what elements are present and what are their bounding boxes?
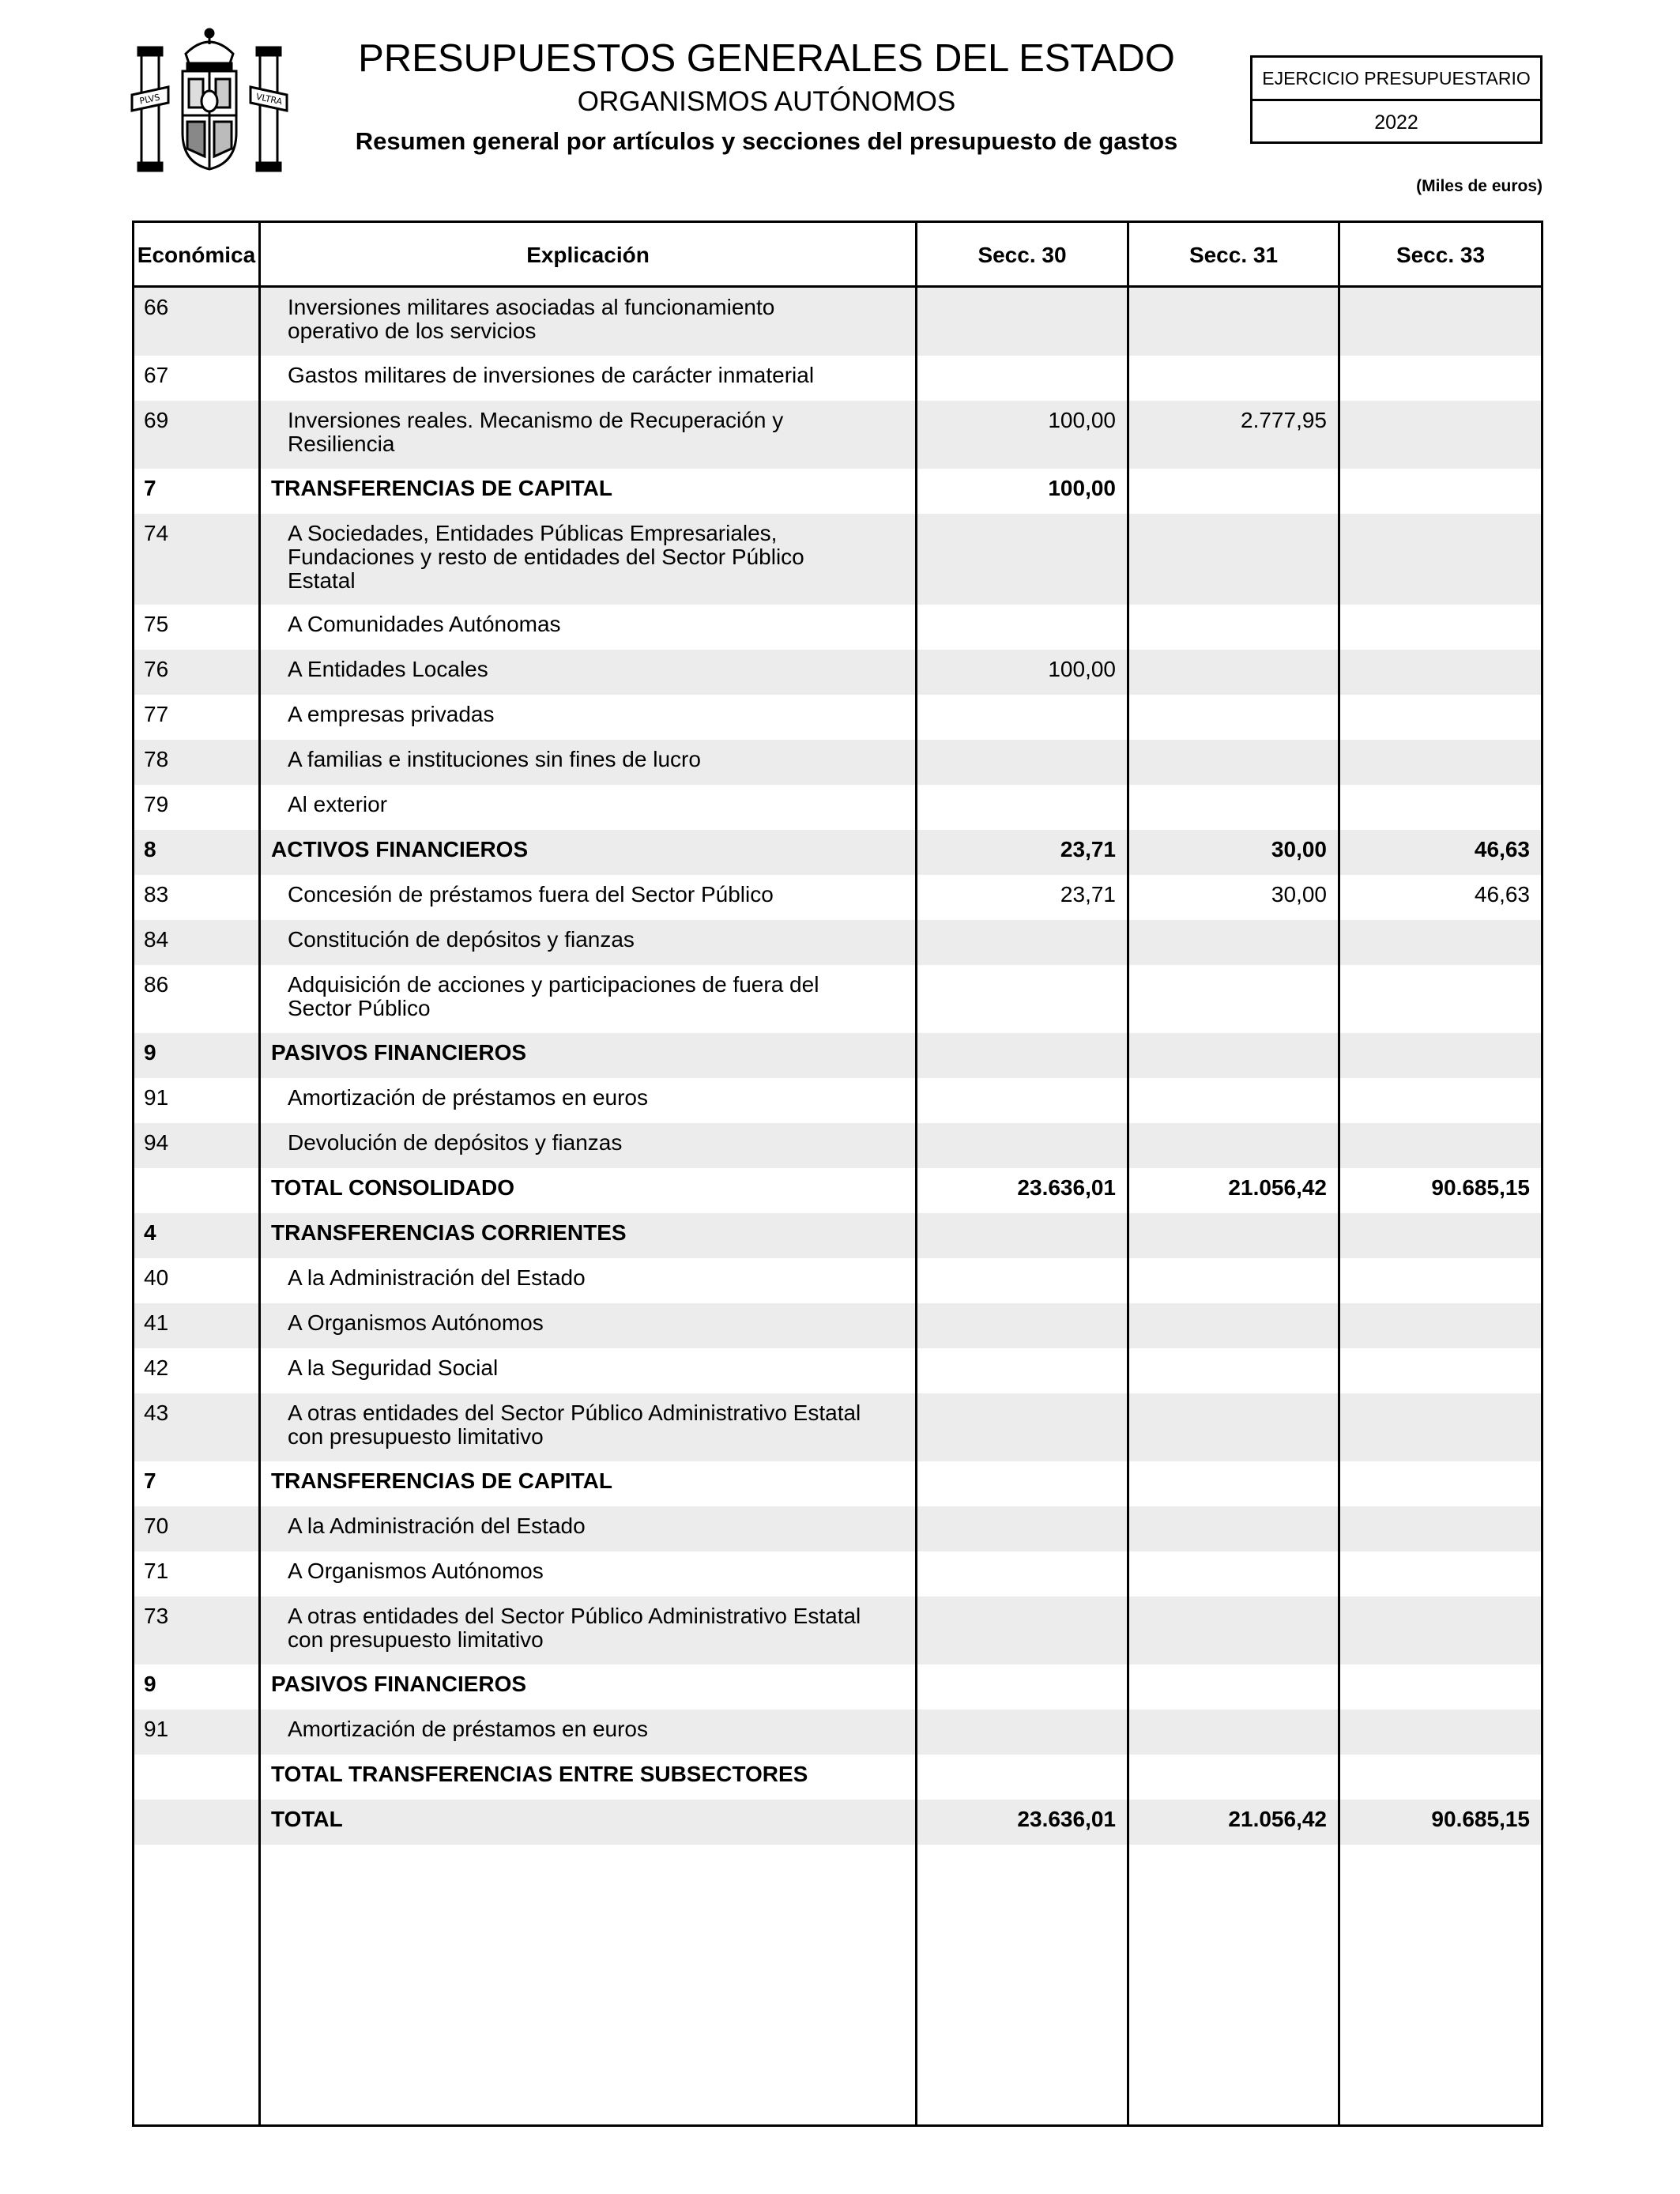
secc-31-cell: 30,00 xyxy=(1271,882,1327,907)
table-row xyxy=(134,875,1541,920)
economic-code-cell: 73 xyxy=(144,1604,169,1628)
column-divider xyxy=(1127,223,1129,2124)
table-row xyxy=(134,650,1541,695)
secc-31-cell: 2.777,95 xyxy=(1241,408,1327,432)
secc-30-cell xyxy=(917,1664,1127,1672)
secc-33-cell xyxy=(1340,469,1541,477)
table-row xyxy=(134,1596,1541,1664)
economic-code-cell: 83 xyxy=(144,882,169,907)
explanation-cell: A otras entidades del Sector Público Administrativo Estatal con presupuesto limitativo xyxy=(288,1400,861,1449)
economic-code-cell: 42 xyxy=(144,1355,169,1380)
secc-33-cell xyxy=(1340,1596,1541,1604)
economic-code-cell: 9 xyxy=(144,1040,156,1065)
table-row xyxy=(134,1168,1541,1213)
explanation-cell: PASIVOS FINANCIEROS xyxy=(271,1040,527,1065)
secc-30-cell xyxy=(917,1078,1127,1086)
secc-33-cell xyxy=(1340,1393,1541,1401)
secc-30-cell xyxy=(917,356,1127,364)
secc-31-cell xyxy=(1129,1755,1338,1762)
secc-31-cell xyxy=(1129,356,1338,364)
economic-code-cell: 94 xyxy=(144,1130,169,1155)
secc-33-cell xyxy=(1340,1551,1541,1559)
explanation-cell: A la Seguridad Social xyxy=(288,1355,499,1380)
explanation-cell: A la Administración del Estado xyxy=(288,1265,586,1290)
column-header-secc-33: Secc. 33 xyxy=(1396,243,1486,267)
economic-code-cell: 75 xyxy=(144,612,169,636)
table-row xyxy=(134,740,1541,785)
secc-33-cell xyxy=(1340,920,1541,928)
explanation-cell: Devolución de depósitos y fianzas xyxy=(288,1130,623,1155)
secc-33-cell xyxy=(1340,965,1541,973)
economic-code-cell: 77 xyxy=(144,702,169,726)
budget-year-box xyxy=(1250,55,1543,144)
economic-code-cell: 67 xyxy=(144,363,169,387)
economic-code-cell: 8 xyxy=(144,837,156,861)
secc-33-cell xyxy=(1340,1710,1541,1717)
economic-code-cell: 41 xyxy=(144,1310,169,1335)
explanation-cell: Amortización de préstamos en euros xyxy=(288,1085,648,1110)
secc-30-cell xyxy=(917,740,1127,748)
economic-code-cell: 69 xyxy=(144,408,169,432)
coat-of-arms-icon xyxy=(130,22,288,180)
secc-31-cell xyxy=(1129,1348,1338,1356)
secc-33-cell xyxy=(1340,1213,1541,1221)
secc-33-cell: 46,63 xyxy=(1474,882,1530,907)
secc-31-cell xyxy=(1129,740,1338,748)
secc-30-cell: 23.636,01 xyxy=(1017,1807,1116,1831)
svg-text:VLTRA: VLTRA xyxy=(254,91,284,107)
explanation-cell: A la Administración del Estado xyxy=(288,1514,586,1538)
secc-31-cell xyxy=(1129,1303,1338,1311)
explanation-cell: TOTAL TRANSFERENCIAS ENTRE SUBSECTORES xyxy=(271,1762,808,1786)
table-row xyxy=(134,1033,1541,1078)
secc-30-cell xyxy=(917,1213,1127,1221)
secc-30-cell xyxy=(917,965,1127,973)
secc-31-cell xyxy=(1129,514,1338,522)
explanation-cell: PASIVOS FINANCIEROS xyxy=(271,1672,527,1696)
table-row xyxy=(134,469,1541,514)
secc-31-cell xyxy=(1129,785,1338,793)
table-row xyxy=(134,1461,1541,1506)
page-subtitle: ORGANISMOS AUTÓNOMOS xyxy=(577,86,956,117)
economic-code-cell: 4 xyxy=(144,1220,156,1245)
secc-30-cell xyxy=(917,1551,1127,1559)
page-title: PRESUPUESTOS GENERALES DEL ESTADO xyxy=(358,37,1175,80)
economic-code-cell: 43 xyxy=(144,1400,169,1425)
secc-31-cell xyxy=(1129,605,1338,613)
table-row xyxy=(134,1213,1541,1258)
secc-30-cell xyxy=(917,1710,1127,1717)
secc-33-cell: 46,63 xyxy=(1474,837,1530,861)
secc-30-cell xyxy=(917,695,1127,703)
column-divider xyxy=(258,223,261,2124)
secc-30-cell xyxy=(917,920,1127,928)
budget-year-label: EJERCICIO PRESUPUESTARIO xyxy=(1252,58,1540,101)
explanation-cell: TOTAL CONSOLIDADO xyxy=(271,1175,514,1200)
budget-year-value: 2022 xyxy=(1374,111,1418,134)
secc-33-cell xyxy=(1340,1461,1541,1469)
economic-code-cell: 71 xyxy=(144,1559,169,1583)
secc-33-cell xyxy=(1340,514,1541,522)
secc-30-cell xyxy=(917,514,1127,522)
table-row xyxy=(134,920,1541,965)
explanation-cell: Al exterior xyxy=(288,792,388,816)
column-header-secc-31: Secc. 31 xyxy=(1188,243,1279,267)
table-body xyxy=(134,288,1541,1845)
economic-code-cell: 86 xyxy=(144,972,169,997)
secc-30-cell xyxy=(917,1506,1127,1514)
table-row xyxy=(134,1551,1541,1596)
secc-31-cell xyxy=(1129,695,1338,703)
secc-30-cell: 23,71 xyxy=(1060,882,1116,907)
secc-33-cell: 90.685,15 xyxy=(1431,1807,1530,1831)
secc-33-cell xyxy=(1340,605,1541,613)
table-header xyxy=(134,223,1541,288)
secc-30-cell xyxy=(917,1258,1127,1266)
table-row xyxy=(134,1393,1541,1461)
secc-33-cell xyxy=(1340,1033,1541,1041)
secc-31-cell xyxy=(1129,1033,1338,1041)
secc-33-cell xyxy=(1340,1755,1541,1762)
table-row xyxy=(134,288,1541,356)
explanation-cell: Amortización de préstamos en euros xyxy=(288,1717,648,1741)
secc-31-cell xyxy=(1129,469,1338,477)
economic-code-cell: 79 xyxy=(144,792,169,816)
secc-31-cell xyxy=(1129,1551,1338,1559)
secc-31-cell: 21.056,42 xyxy=(1228,1175,1327,1200)
budget-table xyxy=(132,221,1543,2127)
secc-33-cell xyxy=(1340,1664,1541,1672)
economic-code-cell: 91 xyxy=(144,1717,169,1741)
table-row xyxy=(134,830,1541,875)
table-row xyxy=(134,1800,1541,1845)
economic-code-cell: 66 xyxy=(144,295,169,319)
header-titles xyxy=(316,35,1217,158)
explanation-cell: A Entidades Locales xyxy=(288,657,488,681)
secc-30-cell: 23,71 xyxy=(1060,837,1116,861)
economic-code-cell: 40 xyxy=(144,1265,169,1290)
table-row xyxy=(134,1664,1541,1710)
economic-code-cell: 76 xyxy=(144,657,169,681)
secc-31-cell xyxy=(1129,1664,1338,1672)
secc-33-cell xyxy=(1340,401,1541,409)
column-divider xyxy=(915,223,917,2124)
secc-31-cell xyxy=(1129,1710,1338,1717)
svg-text:PLVS: PLVS xyxy=(138,92,161,107)
economic-code-cell: 7 xyxy=(144,476,156,500)
page-description: Resumen general por artículos y secciones del presupuesto de gastos xyxy=(355,127,1178,155)
secc-33-cell xyxy=(1340,356,1541,364)
table-row xyxy=(134,1303,1541,1348)
economic-code-cell xyxy=(134,1755,258,1762)
secc-33-cell xyxy=(1340,288,1541,296)
secc-30-cell xyxy=(917,1348,1127,1356)
secc-30-cell xyxy=(917,288,1127,296)
explanation-cell: A familias e instituciones sin fines de lucro xyxy=(288,747,701,771)
explanation-cell: Constitución de depósitos y fianzas xyxy=(288,927,635,952)
explanation-cell: TRANSFERENCIAS DE CAPITAL xyxy=(271,1468,612,1493)
table-row xyxy=(134,1258,1541,1303)
secc-30-cell: 100,00 xyxy=(1048,657,1116,681)
economic-code-cell: 7 xyxy=(144,1468,156,1493)
economic-code-cell: 78 xyxy=(144,747,169,771)
secc-30-cell: 100,00 xyxy=(1048,476,1116,500)
explanation-cell: Adquisición de acciones y participaciones de fuera del Sector Público xyxy=(288,972,819,1020)
secc-31-cell xyxy=(1129,1393,1338,1401)
secc-33-cell xyxy=(1340,740,1541,748)
secc-31-cell xyxy=(1129,1506,1338,1514)
explanation-cell: A Organismos Autónomos xyxy=(288,1559,544,1583)
secc-30-cell xyxy=(917,1033,1127,1041)
secc-31-cell xyxy=(1129,965,1338,973)
secc-30-cell xyxy=(917,1123,1127,1131)
economic-code-cell xyxy=(134,1800,258,1808)
secc-30-cell xyxy=(917,1303,1127,1311)
table-row xyxy=(134,605,1541,650)
secc-30-cell xyxy=(917,605,1127,613)
explanation-cell: A Comunidades Autónomas xyxy=(288,612,561,636)
secc-31-cell: 21.056,42 xyxy=(1228,1807,1327,1831)
table-row xyxy=(134,1755,1541,1800)
secc-31-cell xyxy=(1129,1258,1338,1266)
explanation-cell: TRANSFERENCIAS DE CAPITAL xyxy=(271,476,612,500)
explanation-cell: A Sociedades, Entidades Públicas Empresariales, Fundaciones y resto de entidades del Sector Público Estatal xyxy=(288,521,804,593)
table-row xyxy=(134,514,1541,605)
secc-33-cell xyxy=(1340,1258,1541,1266)
economic-code-cell: 74 xyxy=(144,521,169,545)
secc-31-cell xyxy=(1129,1213,1338,1221)
secc-33-cell xyxy=(1340,650,1541,658)
column-divider xyxy=(1338,223,1340,2124)
explanation-cell: A empresas privadas xyxy=(288,702,495,726)
table-row xyxy=(134,785,1541,830)
secc-30-cell xyxy=(917,1596,1127,1604)
secc-31-cell xyxy=(1129,650,1338,658)
explanation-cell: ACTIVOS FINANCIEROS xyxy=(271,837,529,861)
secc-30-cell xyxy=(917,1755,1127,1762)
explanation-cell: Concesión de préstamos fuera del Sector Público xyxy=(288,882,774,907)
secc-31-cell xyxy=(1129,1461,1338,1469)
secc-31-cell xyxy=(1129,1596,1338,1604)
secc-31-cell: 30,00 xyxy=(1271,837,1327,861)
secc-30-cell xyxy=(917,1393,1127,1401)
explanation-cell: A Organismos Autónomos xyxy=(288,1310,544,1335)
secc-33-cell xyxy=(1340,785,1541,793)
secc-33-cell: 90.685,15 xyxy=(1431,1175,1530,1200)
table-row xyxy=(134,401,1541,469)
secc-30-cell: 100,00 xyxy=(1048,408,1116,432)
economic-code-cell: 91 xyxy=(144,1085,169,1110)
secc-31-cell xyxy=(1129,1123,1338,1131)
secc-33-cell xyxy=(1340,1348,1541,1356)
table-row xyxy=(134,1348,1541,1393)
economic-code-cell: 9 xyxy=(144,1672,156,1696)
economic-code-cell xyxy=(134,1168,258,1176)
explanation-cell: Inversiones reales. Mecanismo de Recuperación y Resiliencia xyxy=(288,408,784,456)
secc-33-cell xyxy=(1340,1123,1541,1131)
secc-30-cell xyxy=(917,785,1127,793)
units-note: (Miles de euros) xyxy=(1416,177,1543,195)
table-row xyxy=(134,1506,1541,1551)
secc-30-cell: 23.636,01 xyxy=(1017,1175,1116,1200)
table-row xyxy=(134,1078,1541,1123)
column-header-economica: Económica xyxy=(137,243,256,267)
table-row xyxy=(134,356,1541,401)
secc-33-cell xyxy=(1340,1506,1541,1514)
economic-code-cell: 84 xyxy=(144,927,169,952)
table-row xyxy=(134,695,1541,740)
explanation-cell: Inversiones militares asociadas al funcionamiento operativo de los servicios xyxy=(288,295,775,343)
explanation-cell: Gastos militares de inversiones de carácter inmaterial xyxy=(288,363,815,387)
secc-33-cell xyxy=(1340,1078,1541,1086)
explanation-cell: TRANSFERENCIAS CORRIENTES xyxy=(271,1220,627,1245)
secc-31-cell xyxy=(1129,920,1338,928)
economic-code-cell: 70 xyxy=(144,1514,169,1538)
explanation-cell: TOTAL xyxy=(271,1807,343,1831)
table-row xyxy=(134,965,1541,1033)
table-row xyxy=(134,1123,1541,1168)
explanation-cell: A otras entidades del Sector Público Administrativo Estatal con presupuesto limitativo xyxy=(288,1604,861,1652)
secc-31-cell xyxy=(1129,1078,1338,1086)
column-header-secc-30: Secc. 30 xyxy=(977,243,1067,267)
secc-33-cell xyxy=(1340,1303,1541,1311)
column-header-explicacion: Explicación xyxy=(526,243,650,267)
secc-30-cell xyxy=(917,1461,1127,1469)
table-row xyxy=(134,1710,1541,1755)
secc-33-cell xyxy=(1340,695,1541,703)
secc-31-cell xyxy=(1129,288,1338,296)
